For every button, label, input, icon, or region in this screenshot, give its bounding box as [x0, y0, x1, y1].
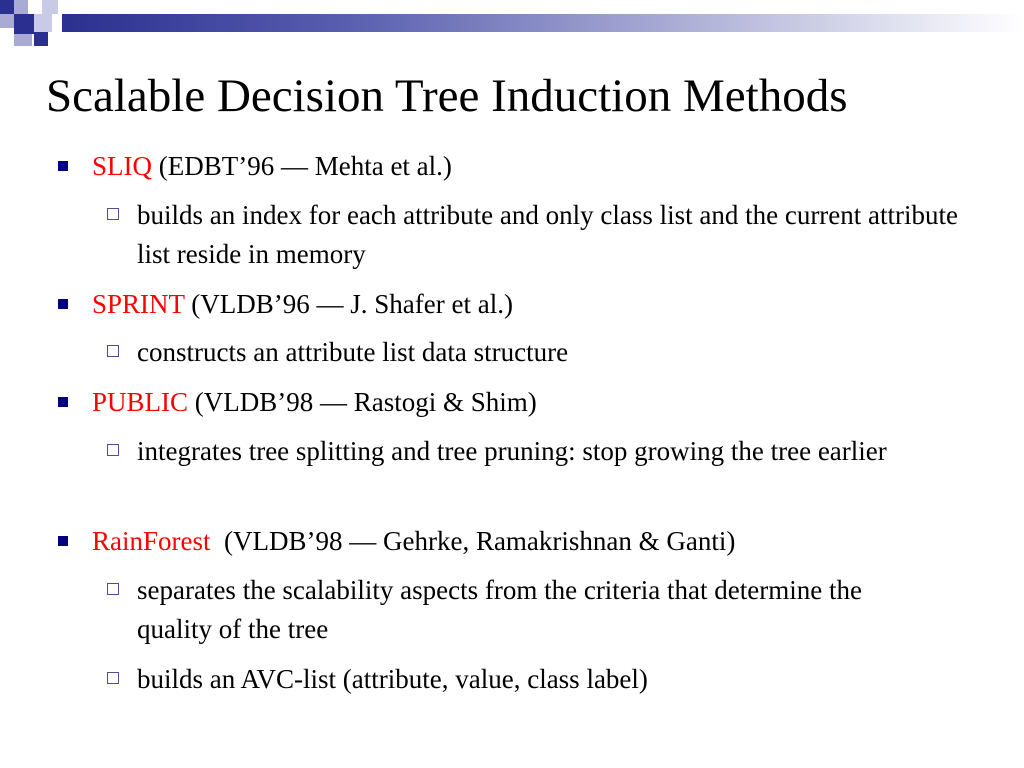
- square-bullet-icon: [58, 299, 68, 309]
- hollow-square-bullet-icon: [107, 208, 119, 220]
- sub-bullet-item: [137, 333, 997, 372]
- sub-bullet-text: constructs an attribute list data structure: [137, 337, 569, 367]
- header-square: [34, 14, 52, 32]
- sub-bullet-item: [137, 571, 897, 649]
- sub-bullet-text: separates the scalability aspects from the criteria that determine the quality of the tree: [137, 575, 862, 644]
- square-bullet-icon: [58, 161, 68, 171]
- hollow-square-bullet-icon: [107, 583, 119, 595]
- header-square: [42, 0, 58, 14]
- method-name: SPRINT: [92, 289, 185, 319]
- sub-bullet-item: [137, 660, 997, 699]
- method-detail: (EDBT’96 — Mehta et al.): [152, 151, 452, 181]
- bullet-item-sliq: [92, 147, 452, 185]
- header-square: [14, 0, 28, 14]
- header-square: [14, 14, 34, 34]
- sub-bullet-text: builds an AVC-list (attribute, value, class label): [137, 664, 648, 694]
- method-name: RainForest: [92, 526, 211, 556]
- hollow-square-bullet-icon: [107, 345, 119, 357]
- header-gradient-bar: [62, 14, 1024, 32]
- method-detail: (VLDB’96 — J. Shafer et al.): [184, 289, 513, 319]
- method-name: SLIQ: [92, 151, 152, 181]
- bullet-item-sprint: [92, 285, 513, 323]
- method-detail: (VLDB’98 — Gehrke, Ramakrishnan & Ganti): [210, 526, 736, 556]
- header-square: [0, 14, 14, 28]
- header-square: [28, 0, 42, 14]
- square-bullet-icon: [58, 397, 68, 407]
- header-square: [34, 32, 48, 46]
- hollow-square-bullet-icon: [107, 672, 119, 684]
- sub-bullet-item: [137, 432, 997, 471]
- slide-title: Scalable Decision Tree Induction Methods: [46, 70, 848, 122]
- method-name: PUBLIC: [92, 387, 189, 417]
- sub-bullet-text: builds an index for each attribute and only class list and the current attribute list reside in memory: [137, 200, 958, 269]
- method-detail: (VLDB’98 — Rastogi & Shim): [188, 387, 537, 417]
- header-square: [0, 0, 14, 14]
- hollow-square-bullet-icon: [107, 444, 119, 456]
- sub-bullet-text: integrates tree splitting and tree pruning: stop growing the tree earlier: [137, 436, 887, 466]
- sub-bullet-item: [137, 196, 997, 274]
- bullet-item-rainforest: [92, 522, 735, 560]
- square-bullet-icon: [58, 536, 68, 546]
- header-square: [14, 34, 32, 46]
- bullet-item-public: [92, 383, 537, 421]
